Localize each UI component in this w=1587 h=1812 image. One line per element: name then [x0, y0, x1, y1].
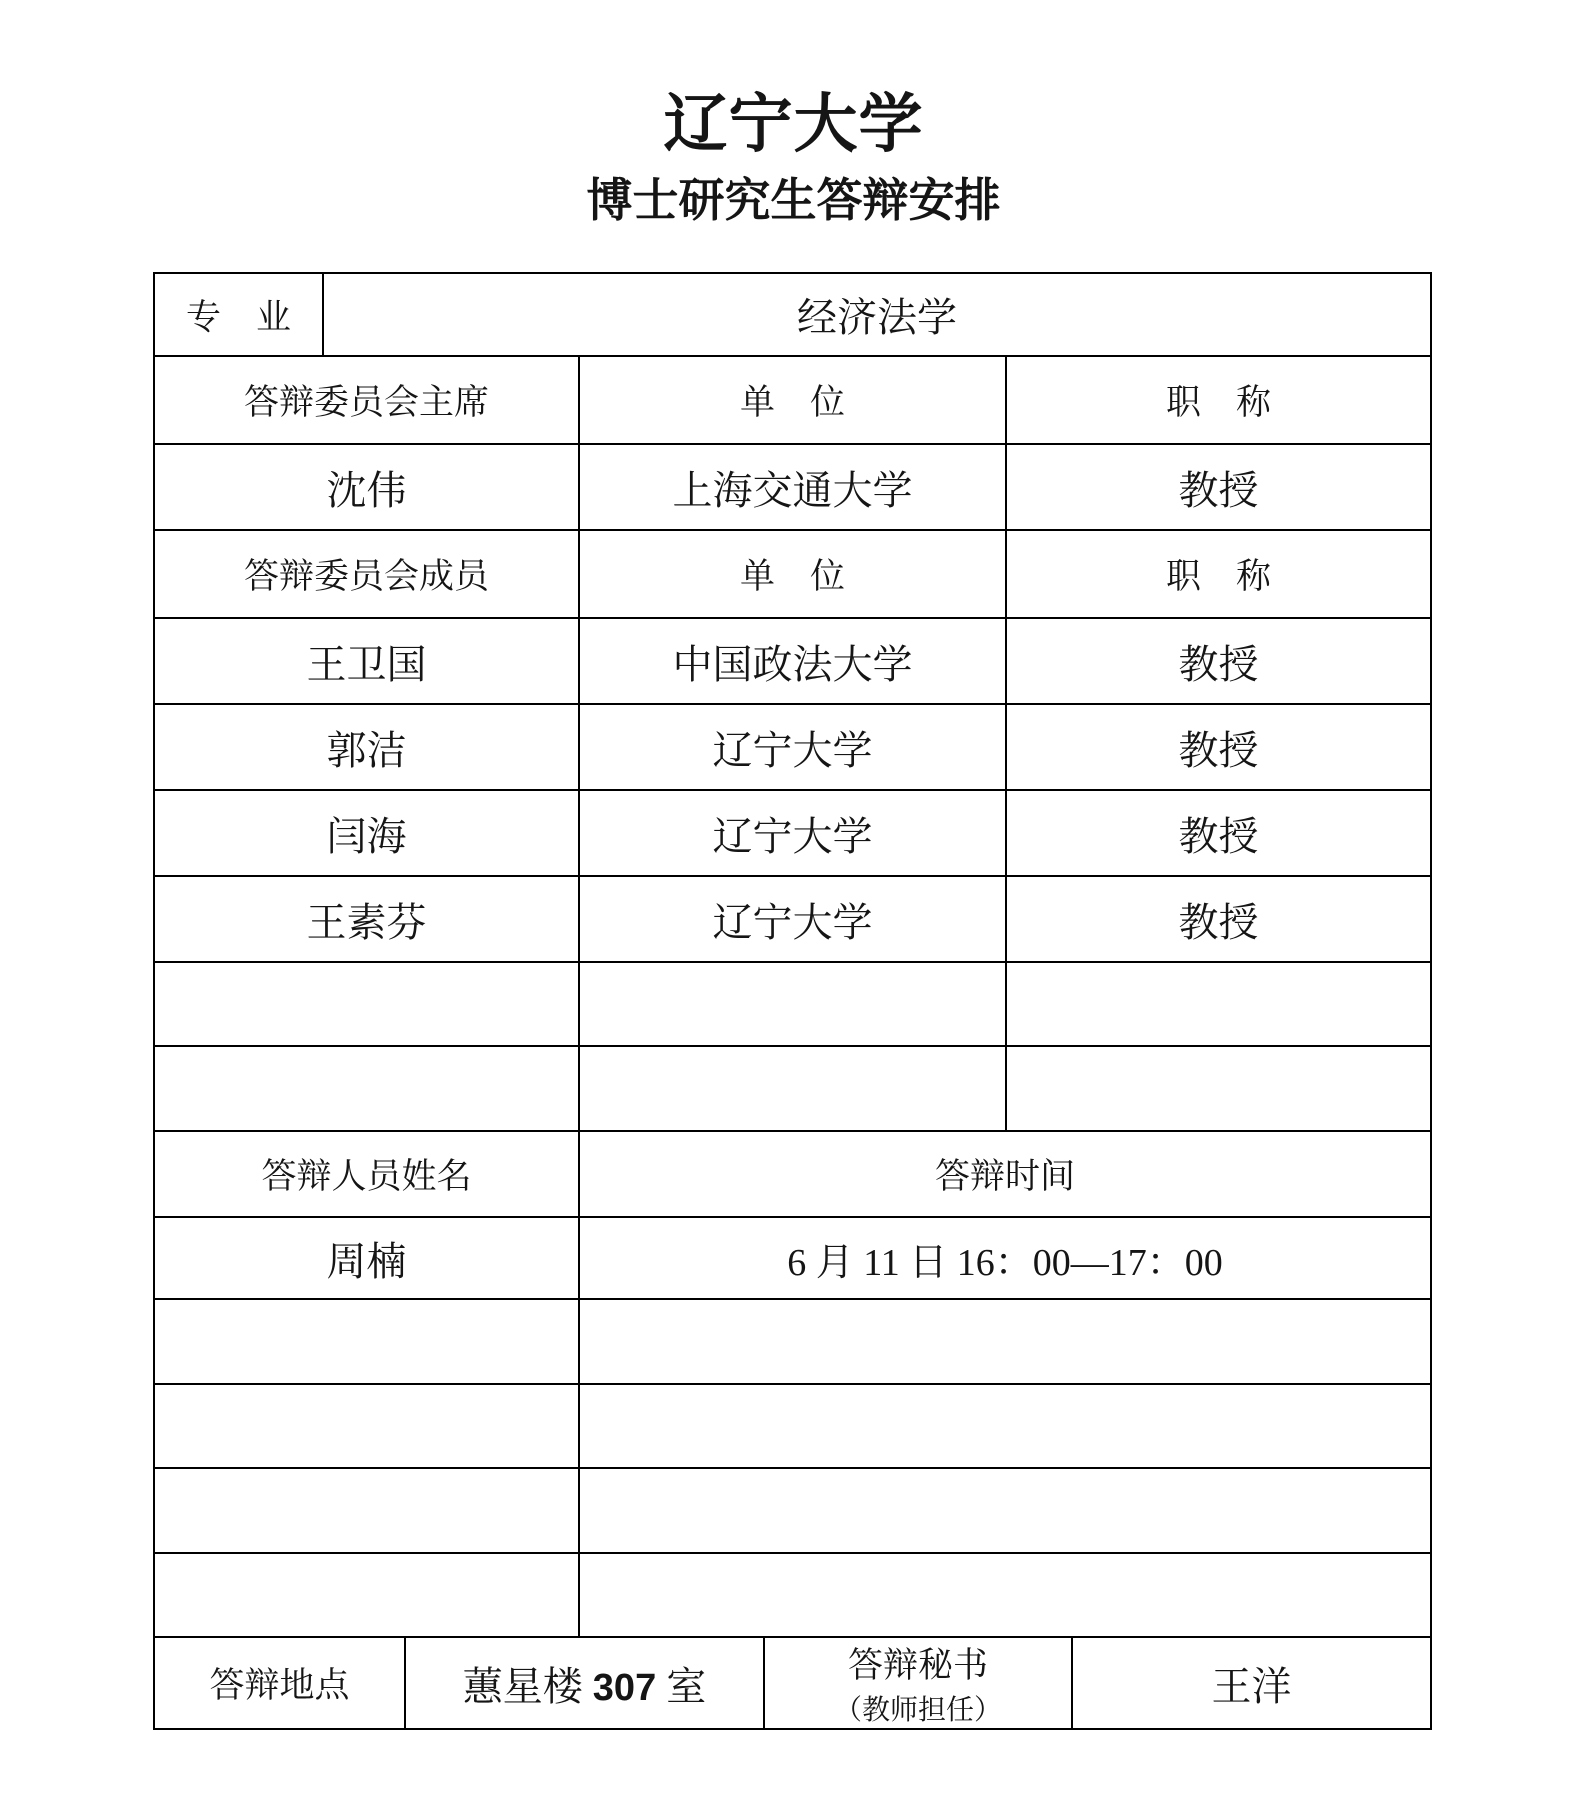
member-unit-cell: 辽宁大学: [579, 790, 1006, 876]
defense-time-cell: [579, 1384, 1431, 1468]
defense-time-cell: [579, 1299, 1431, 1384]
chair-unit-header-cell: 单 位: [579, 356, 1006, 444]
defense-name-cell: 周楠: [154, 1217, 579, 1299]
chair-name-cell: 沈伟: [154, 444, 579, 530]
member-row: [154, 704, 1431, 790]
member-unit-cell: [579, 962, 1006, 1046]
member-unit-cell: 中国政法大学: [579, 618, 1006, 704]
member-row-empty: [154, 962, 1431, 1046]
member-title-cell: [1006, 962, 1431, 1046]
location-room-number: 307: [592, 1666, 657, 1709]
member-row: [154, 876, 1431, 962]
secretary-value-cell: 王洋: [1072, 1637, 1431, 1729]
chair-title-header-cell: 职 称: [1006, 356, 1431, 444]
member-name-cell: 郭洁: [154, 704, 579, 790]
page-title: 博士研究生答辩安排: [586, 174, 1001, 226]
defense-arrangement-table: [153, 272, 1432, 1730]
defense-row-empty: [154, 1553, 1431, 1637]
defense-name-header-cell: 答辩人员姓名: [154, 1131, 579, 1217]
member-name-cell: 闫海: [154, 790, 579, 876]
defense-row-empty: [154, 1384, 1431, 1468]
defense-name-cell: [154, 1553, 579, 1637]
member-unit-cell: 辽宁大学: [579, 876, 1006, 962]
member-row: [154, 790, 1431, 876]
member-name-cell: 王卫国: [154, 618, 579, 704]
member-title-cell: 教授: [1006, 790, 1431, 876]
member-header-row: [154, 530, 1431, 618]
secretary-note-text: （教师担任）: [833, 1695, 1002, 1726]
member-name-cell: [154, 962, 579, 1046]
defense-name-cell: [154, 1299, 579, 1384]
defense-row: [154, 1217, 1431, 1299]
defense-header-row: [154, 1131, 1431, 1217]
member-row: [154, 618, 1431, 704]
location-label-cell: 答辩地点: [154, 1637, 405, 1729]
member-unit-cell: [579, 1046, 1006, 1131]
defense-time-header-cell: 答辩时间: [579, 1131, 1431, 1217]
member-row-empty: [154, 1046, 1431, 1131]
member-name-cell: [154, 1046, 579, 1131]
defense-name-cell: [154, 1384, 579, 1468]
secretary-label-text: 答辩秘书: [847, 1646, 988, 1685]
chair-header-row: [154, 356, 1431, 444]
member-unit-header-cell: 单 位: [579, 530, 1006, 618]
chair-row: [154, 444, 1431, 530]
member-title-cell: 教授: [1006, 618, 1431, 704]
defense-time-cell: [579, 1468, 1431, 1553]
location-value-cell: [405, 1637, 764, 1729]
major-value-cell: 经济法学: [323, 273, 1431, 356]
footer-row: [154, 1637, 1431, 1729]
member-title-header-cell: 职 称: [1006, 530, 1431, 618]
secretary-label-cell: [764, 1637, 1072, 1729]
defense-name-cell: [154, 1468, 579, 1553]
member-name-cell: 王素芬: [154, 876, 579, 962]
location-room-suffix: 室: [656, 1663, 707, 1709]
chair-unit-cell: 上海交通大学: [579, 444, 1006, 530]
member-role-header-cell: 答辩委员会成员: [154, 530, 579, 618]
member-title-cell: 教授: [1006, 704, 1431, 790]
location-building-text: 蕙星楼: [462, 1663, 593, 1709]
chair-title-cell: 教授: [1006, 444, 1431, 530]
member-title-cell: 教授: [1006, 876, 1431, 962]
major-label-cell: 专 业: [154, 273, 323, 356]
defense-time-cell: [579, 1553, 1431, 1637]
defense-row-empty: [154, 1299, 1431, 1384]
chair-role-header-cell: 答辩委员会主席: [154, 356, 579, 444]
defense-row-empty: [154, 1468, 1431, 1553]
member-title-cell: [1006, 1046, 1431, 1131]
defense-time-cell: 6 月 11 日 16：00—17：00: [579, 1217, 1431, 1299]
university-title: 辽宁大学: [663, 88, 924, 160]
major-row: [154, 273, 1431, 356]
member-unit-cell: 辽宁大学: [579, 704, 1006, 790]
